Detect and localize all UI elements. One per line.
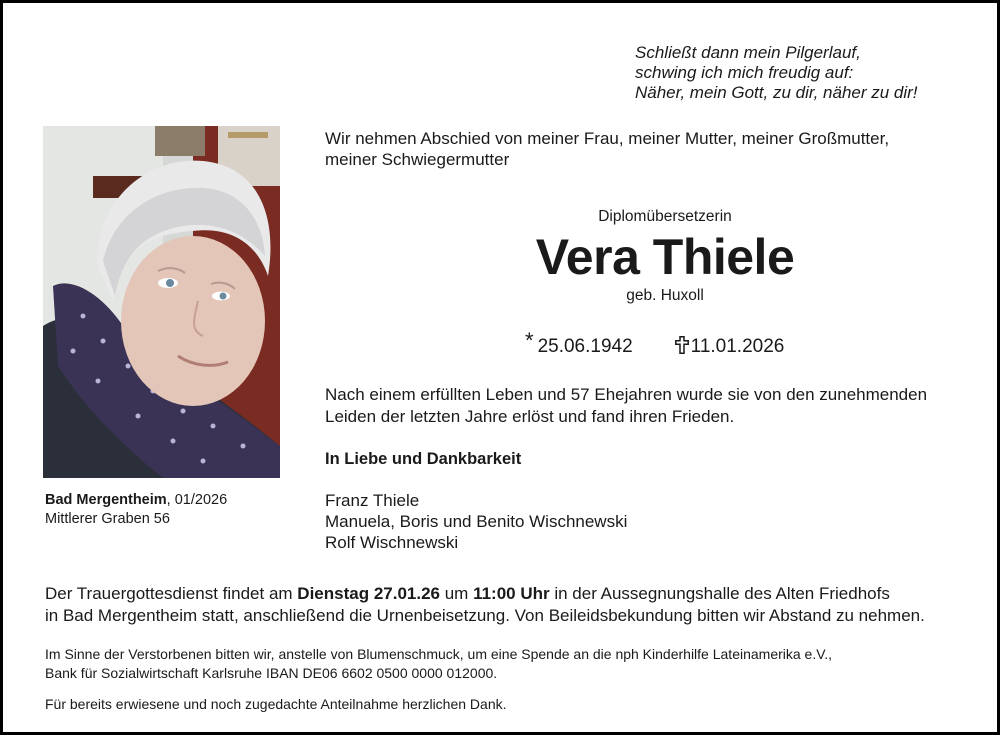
donation-line: Im Sinne der Verstorbenen bitten wir, anstelle von Blumenschmuck, um eine Spende an die nph Kinderhilfe Lateinamerika e.V.,	[45, 646, 833, 662]
service-text: Der Trauergottesdienst findet am	[45, 584, 298, 603]
cross-icon	[675, 336, 689, 354]
mourner: Manuela, Boris und Benito Wischnewski	[325, 512, 628, 531]
mourner: Rolf Wischnewski	[325, 533, 459, 552]
quote-line: Schließt dann mein Pilgerlauf,	[635, 43, 861, 62]
maiden-name: geb. Huxoll	[626, 287, 704, 304]
mourners-list	[325, 490, 627, 553]
portrait-photo	[43, 126, 280, 478]
intro-text	[325, 128, 975, 170]
intro-line: meiner Schwiegermutter	[325, 150, 510, 169]
funeral-service-info	[45, 583, 995, 627]
service-line: in Bad Mergentheim statt, anschließend die Urnenbeisetzung. Von Beileidsbekundung bitten wir Abstand zu nehmen.	[45, 606, 925, 625]
mourner: Franz Thiele	[325, 491, 420, 510]
service-text: in der Aussegnungshalle des Alten Friedhofs	[549, 584, 890, 603]
birth-symbol: *	[525, 328, 534, 353]
life-dates	[525, 328, 784, 358]
deceased-name: Vera Thiele	[535, 229, 795, 285]
place-line	[45, 491, 227, 510]
quote-line: Näher, mein Gott, zu dir, näher zu dir!	[635, 83, 918, 102]
service-line	[45, 583, 995, 605]
birth-date: 25.06.1942	[537, 336, 633, 357]
message-line: Leiden der letzten Jahre erlöst und fand ihren Frieden.	[325, 407, 735, 426]
service-time: 11:00 Uhr	[473, 584, 550, 603]
donation-line: Bank für Sozialwirtschaft Karlsruhe IBAN DE06 6602 0500 0000 012000.	[45, 665, 498, 681]
profession: Diplomübersetzerin	[598, 208, 732, 225]
life-message	[325, 384, 985, 428]
notice-date: , 01/2026	[166, 492, 228, 508]
memorial-quote	[635, 43, 975, 103]
city: Bad Mergentheim	[45, 492, 167, 508]
thanks-heading: In Liebe und Dankbarkeit	[325, 450, 522, 468]
donation-request	[45, 645, 975, 683]
service-day: Dienstag 27.01.26	[297, 584, 440, 603]
intro-line: Wir nehmen Abschied von meiner Frau, meiner Mutter, meiner Großmutter,	[325, 129, 890, 148]
street-address: Mittlerer Graben 56	[45, 511, 170, 527]
closing-thanks: Für bereits erwiesene und noch zugedachte Anteilnahme herzlichen Dank.	[45, 696, 507, 712]
message-line: Nach einem erfüllten Leben und 57 Ehejahren wurde sie von den zunehmenden	[325, 385, 928, 404]
service-text: um	[440, 584, 474, 603]
death-date: 11.01.2026	[690, 336, 785, 357]
place-and-address	[45, 491, 227, 529]
quote-line: schwing ich mich freudig auf:	[635, 63, 854, 82]
